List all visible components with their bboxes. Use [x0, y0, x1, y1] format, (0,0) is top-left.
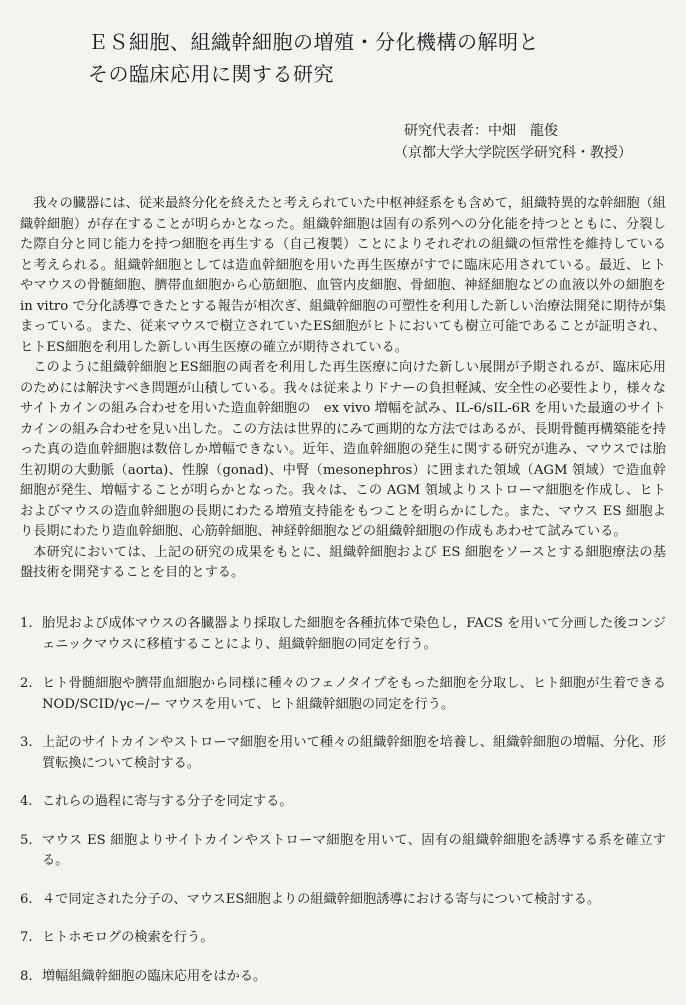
list-item-text: 胎児および成体マウスの各臓器より採取した細胞を各種抗体で染色し，FACS を用いて分画した後コンジェニックマウスに移植することにより、組織幹細胞の同定を行う。 — [42, 616, 666, 652]
list-item-text: ヒト骨髄細胞や臍帯血細胞から同様に種々のフェノタイプをもった細胞を分取し、ヒト細胞が生着できる NOD/SCID/γc−/− マウスを用いて、ヒト組織幹細胞の同定を行う。 — [42, 676, 666, 712]
list-item-number: 4. — [20, 794, 33, 809]
list-item-number: 3. — [20, 735, 33, 750]
body-text — [20, 194, 666, 584]
list-item — [20, 928, 666, 949]
list-item — [20, 890, 666, 911]
author-affiliation: （京都大学大学院医学研究科・教授） — [394, 145, 632, 161]
list-item-number: 5. — [20, 832, 33, 848]
list-item-text: ヒトホモログの検索を行う。 — [42, 930, 214, 945]
list-item-number: 6. — [20, 891, 33, 907]
title-line-2: その臨床応用に関する研究 — [88, 62, 334, 86]
paragraph: 本研究においては、上記の研究の成果をもとに、組織幹細胞および ES 細胞をソースとする細胞療法の基盤技術を開発することを目的とする。 — [20, 544, 666, 580]
paragraph: 我々の臓器には、従来最終分化を終えたと考えられていた中枢神経系をも含めて，組織特異的な幹細胞（組織幹細胞）が存在することが明らかとなった。組織幹細胞は固有の系列への分化能を持つとともに、分裂した際自分と同じ能力を持つ細胞を再生する（自己複製）ことによりそれぞれの組織の恒常性を維持していると考えられる。組織幹細胞としては造血幹細胞を用いた再生医療がすでに臨床応用されている。最近、ヒトやマウスの骨髄細胞、臍帯血細胞から心筋細胞、血管内皮細胞、骨細胞、神経細胞などの血液以外の細胞を in vitro で分化誘導できたとする報告が相次ぎ、組織幹細胞の可塑性を利用した新しい治療法開発に期待が集まっている。また、従来マウスで樹立されていたES細胞がヒトにおいても樹立可能であることが証明され、ヒトES細胞を利用した新しい再生医療の確立が期待されている。 — [20, 196, 666, 355]
title-line-1: ＥＳ細胞、組織幹細胞の増殖・分化機構の解明と — [88, 30, 539, 54]
list-item-text: マウス ES 細胞よりサイトカインやストローマ細胞を用いて、固有の組織幹細胞を誘導する系を確立する。 — [42, 832, 666, 868]
paragraph: このように組織幹細胞とES細胞の両者を利用した再生医療に向けた新しい展開が予期されるが、臨床応用のためには解決すべき問題が山積している。我々は従来よりドナーの負担軽減、安全性の必要性より，様々なサイトカインの組み合わせを用いた造血幹細胞の ex vivo 増幅を試み、IL-6/sIL-6R を用いた最適のサイトカインの組み合わせを見い出した。この方法は世界的にみて画期的な方法ではあるが、長期骨髄再構築能を持った真の造血幹細胞は数倍しか増幅できない。近年、造血幹細胞の発生に関する研究が進み、マウスでは胎生初期の大動脈（aorta)、性腺（gonad)、中腎（mesonephros）に囲まれた領域（AGM 領域）で造血幹細胞が発生、増幅することが明らかとなった。我々は、この AGM 領域よりストローマ細胞を作成し、ヒトおよびマウスの造血幹細胞の長期にわたる増殖支持能をもつことを明らかにした。また、マウス ES 細胞より長期にわたり造血幹細胞、心筋幹細胞、神経幹細胞などの組織幹細胞の作成もあわせて試みている。 — [20, 360, 666, 539]
list-item-number: 1. — [20, 616, 33, 631]
list-item — [20, 674, 666, 715]
list-item — [20, 614, 666, 655]
list-item-number: 7. — [20, 930, 33, 945]
list-item-number: 2. — [20, 676, 33, 691]
numbered-list — [20, 614, 666, 1005]
list-item-number: 8. — [20, 968, 33, 984]
list-item-text: これらの過程に寄与する分子を同定する。 — [42, 794, 293, 809]
list-item — [20, 831, 666, 872]
list-item — [20, 733, 666, 774]
list-item-text: ４で同定された分子の、マウスES細胞よりの組織幹細胞誘導における寄与について検討する。 — [42, 891, 601, 907]
list-item-text: 増幅組織幹細胞の臨床応用をはかる。 — [42, 968, 267, 984]
list-item — [20, 967, 666, 988]
list-item — [20, 792, 666, 813]
document-title — [88, 26, 668, 90]
author-block — [394, 120, 678, 164]
list-item-text: 上記のサイトカインやストローマ細胞を用いて種々の組織幹細胞を培養し、組織幹細胞の増幅、分化、形質転換について検討する。 — [42, 735, 666, 771]
author-name: 研究代表者：中畑 龍俊 — [404, 123, 558, 139]
